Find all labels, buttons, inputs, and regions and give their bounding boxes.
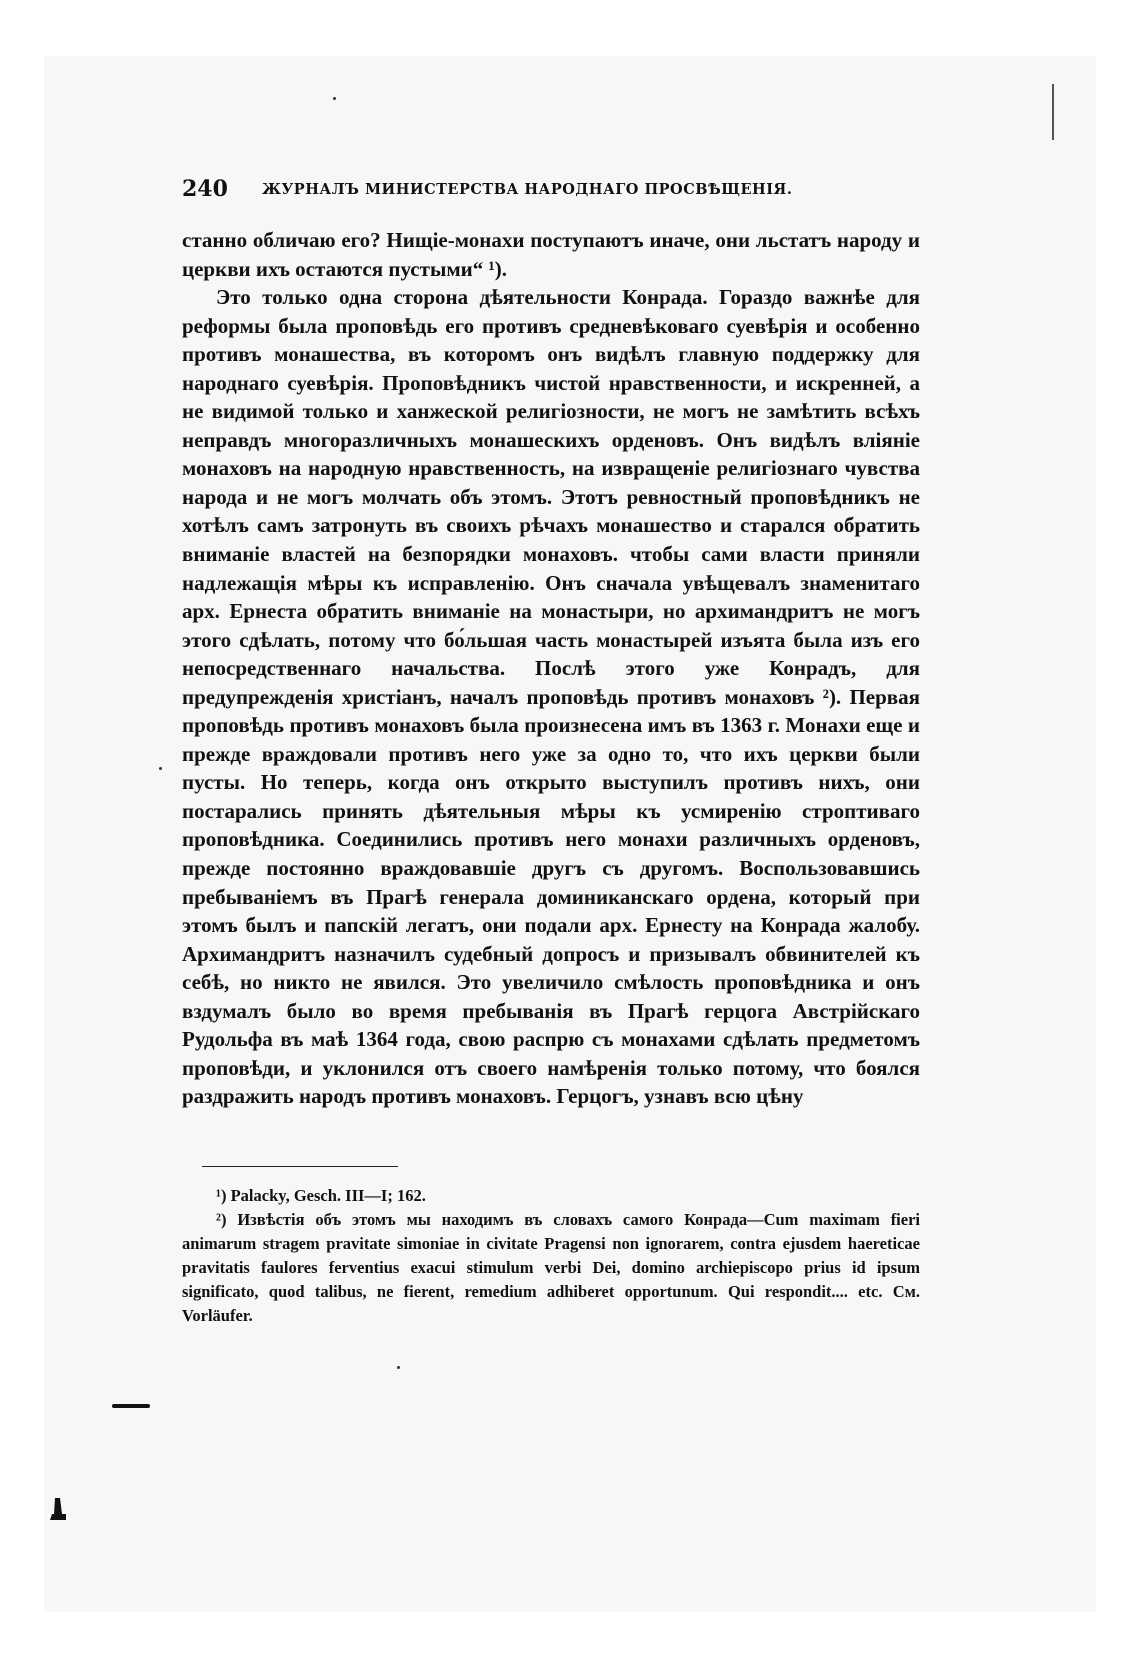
- footnote-rule: [202, 1166, 398, 1167]
- paragraph-continued: станно обличаю его? Нищіе-монахи поступаютъ иначе, они льстатъ народу и церкви ихъ остаются пустыми“ ¹).: [182, 228, 920, 281]
- running-title: ЖУРНАЛЪ МИНИСТЕРСТВА НАРОДНАГО ПРОСВѢЩЕНIЯ.: [262, 181, 793, 198]
- footnote-text: Palacky, Gesch. III—I; 162.: [230, 1186, 426, 1205]
- scan-corner-mark: [50, 1496, 66, 1520]
- scan-speck: [333, 97, 336, 100]
- footnotes: [182, 1184, 920, 1328]
- page-header: [182, 176, 920, 206]
- scan-edge-mark: [112, 1404, 150, 1408]
- scan-edge-line: [1052, 84, 1054, 140]
- footnote-mark: ¹): [216, 1186, 227, 1205]
- page-number: 240: [182, 176, 228, 202]
- footnote-2: [182, 1208, 920, 1328]
- body-text: [182, 226, 920, 1111]
- footnote-text: Извѣстія объ этомъ мы находимъ въ словахъ самого Конрада—Cum maximam fieri animarum stragem pravitate simoniae in civitate Pragensi non ignorarem, contra ejusdem haereticae pravitatis faulores ferventius exacui stimulum verbi Dei, domino archiepiscopo prius id ipsum significato, quod talibus, ne fierent, remedium adhiberet opportunum. Qui respondit.... etc. См. Vorläufer.: [182, 1210, 921, 1325]
- footnote-1: [182, 1184, 920, 1208]
- footnote-mark: ²): [216, 1210, 227, 1229]
- scan-speck: [397, 1366, 400, 1369]
- scan-speck: [159, 767, 162, 770]
- paragraph: Это только одна сторона дѣятельности Конрада. Гораздо важнѣе для реформы была проповѣдь его противъ средневѣковаго суевѣрія и особенно противъ монашества, въ которомъ онъ видѣлъ главную поддержку для народнаго суевѣрія. Проповѣдникъ чистой нравственности, и искренней, а не видимой только и ханжеской религіозности, не могъ не замѣтить всѣхъ неправдъ многоразличныхъ монашескихъ орденовъ. Онъ видѣлъ вліяніе монаховъ на народную нравственность, на извращеніе религіознаго чувства народа и не могъ молчать объ этомъ. Этотъ ревностный проповѣдникъ не хотѣлъ самъ затронуть въ своихъ рѣчахъ монашество и старался обратить вниманіе властей на безпорядки монаховъ. чтобы сами власти приняли надлежащія мѣры къ исправленію. Онъ сначала увѣщевалъ знаменитаго арх. Ернеста обратить вниманіе на монастыри, но архимандритъ не могъ этого сдѣлать, потому что бо́льшая часть монастырей изъята была изъ его непосредственнаго начальства. Послѣ этого уже Конрадъ, для предупрежденія христіанъ, началъ проповѣдь противъ монаховъ ²). Первая проповѣдь противъ монаховъ была произнесена имъ въ 1363 г. Монахи еще и прежде враждовали противъ него уже за одно то, что ихъ церкви были пусты. Но теперь, когда онъ открыто выступилъ противъ нихъ, они постарались принять дѣятельныя мѣры къ усмиренію строптиваго проповѣдника. Соединились противъ него монахи различныхъ орденовъ, прежде постоянно враждовавшіе другъ съ другомъ. Воспользовавшись пребываніемъ въ Прагѣ генерала доминиканскаго ордена, который при этомъ былъ и папскій легатъ, они подали арх. Ернесту на Конрада жалобу. Архимандритъ назначилъ судебный допросъ и призывалъ обвинителей къ себѣ, но никто не явился. Это увеличило смѣлость проповѣдника и онъ вздумалъ было во время пребыванія въ Прагѣ герцога Австрійскаго Рудольфа въ маѣ 1364 года, свою распрю съ монахами сдѣлать предметомъ проповѣди, и уклонился отъ своего намѣренія только потому, что боялся раздражить народъ противъ монаховъ. Герцогъ, узнавъ всю цѣну: [182, 285, 920, 1109]
